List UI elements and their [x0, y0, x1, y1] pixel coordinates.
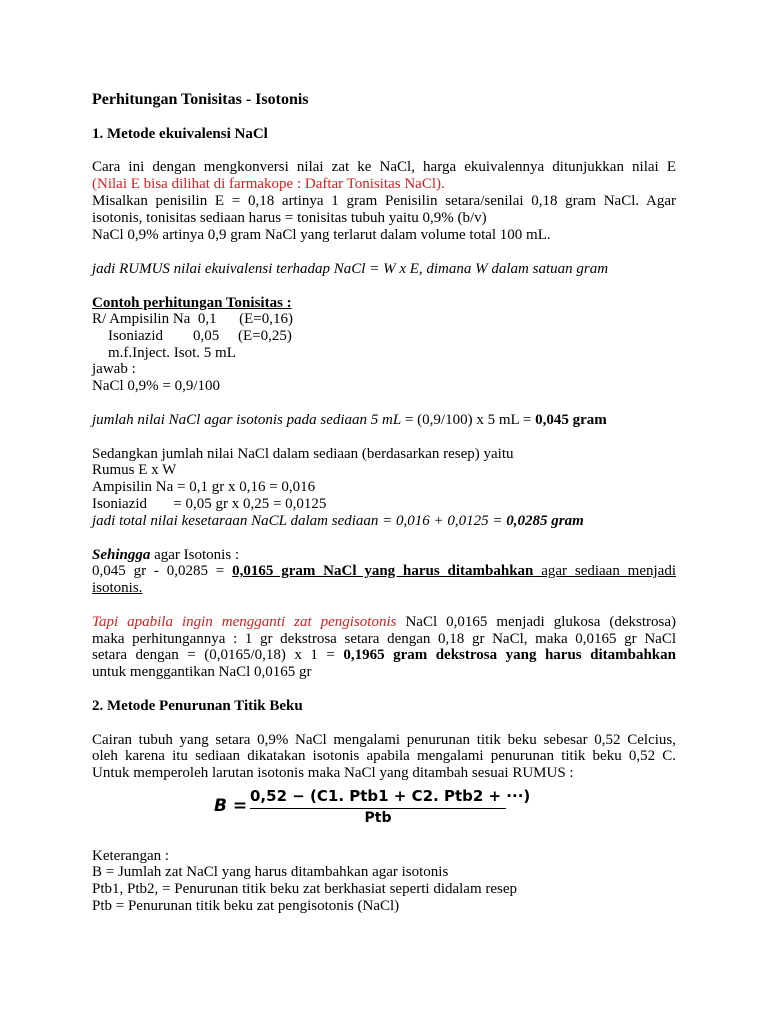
- recipe-line: m.f.Inject. Isot. 5 mL: [108, 345, 236, 361]
- s1-paragraph-line: NaCl 0,9% artinya 0,9 gram NaCl yang terlarut dalam volume total 100 mL.: [92, 227, 551, 243]
- calc-isoniazid: Isoniazid = 0,05 gr x 0,25 = 0,0125: [92, 496, 327, 512]
- tapi-line: [92, 614, 676, 631]
- jawab-label: jawab :: [92, 361, 136, 377]
- s2-paragraph-line: oleh karena itu sediaan dikatakan isotonis apabila mengalami penurunan titik beku 0,52 C.: [92, 748, 676, 764]
- section-1-heading: 1. Metode ekuivalensi NaCl: [92, 126, 268, 142]
- setara-line: [92, 647, 676, 664]
- formula-numerator: 0,52 − (C1. Ptb1 + C2. Ptb2 + ···): [250, 787, 531, 805]
- sehingga-rest: agar Isotonis :: [150, 547, 240, 563]
- calc-ampisilin: Ampisilin Na = 0,1 gr x 0,16 = 0,016: [92, 479, 316, 495]
- total-italic: jadi total nilai kesetaraan NaCL dalam sediaan = 0,016 + 0,0125 =: [92, 513, 507, 529]
- keterangan-item: Ptb = Penurunan titik beku zat pengisotonis (NaCl): [92, 898, 400, 914]
- s1-red-note: (Nilai E bisa dilihat di farmakope : Daftar Tonisitas NaCl).: [92, 176, 445, 192]
- keterangan-label: Keterangan :: [92, 848, 170, 864]
- section-2-heading: 2. Metode Penurunan Titik Beku: [92, 698, 303, 714]
- result-highlight: 0,0165 gram NaCl yang harus ditambahkan: [232, 563, 534, 579]
- keterangan-item: B = Jumlah zat NaCl yang harus ditambahkan agar isotonis: [92, 864, 449, 880]
- setara-result: 0,1965 gram dekstrosa yang harus ditambahkan: [343, 647, 676, 663]
- s1-paragraph-line: Misalkan penisilin E = 0,18 artinya 1 gram Penisilin setara/senilai 0,18 gram NaCl. Agar: [92, 193, 676, 209]
- s1-paragraph-line: isotonis, tonisitas sediaan harus = tonisitas tubuh yaitu 0,9% (b/v): [92, 210, 487, 226]
- doc-title: Perhitungan Tonisitas - Isotonis: [92, 91, 309, 108]
- jumlah-italic: jumlah nilai NaCl agar isotonis pada sediaan 5 mL: [92, 412, 402, 428]
- jumlah-result: 0,045 gram: [535, 412, 607, 428]
- tapi-rest: NaCl 0,0165 menjadi glukosa (dekstrosa): [396, 614, 676, 630]
- s1-paragraph-line: Cara ini dengan mengkonversi nilai zat ke NaCl, harga ekuivalennya ditunjukkan nilai E: [92, 159, 676, 175]
- sehingga-line: [92, 547, 239, 564]
- rumus-line: jadi RUMUS nilai ekuivalensi terhadap NaCl = W x E, dimana W dalam satuan gram: [92, 261, 609, 277]
- formula-denominator: Ptb: [364, 810, 392, 826]
- untuk-line: untuk menggantikan NaCl 0,0165 gr: [92, 664, 312, 680]
- result-calc: 0,045 gr - 0,0285 =: [92, 563, 233, 579]
- tapi-italic: Tapi apabila ingin mengganti zat pengisotonis: [92, 614, 397, 630]
- sehingga-italic: Sehingga: [92, 547, 151, 563]
- rumus-ew: Rumus E x W: [92, 462, 177, 478]
- jumlah-line: [92, 412, 607, 429]
- setara-calc: setara dengan = (0,0165/0,18) x 1 =: [92, 647, 344, 663]
- result-line: [92, 563, 676, 580]
- sedangkan-line: Sedangkan jumlah nilai NaCl dalam sediaan (berdasarkan resep) yaitu: [92, 446, 514, 462]
- formula-fraction-bar: [250, 808, 506, 809]
- maka-line: maka perhitungannya : 1 gr dekstrosa setara dengan 0,18 gr NaCl, maka 0,0165 gr NaCl: [92, 631, 676, 647]
- s2-paragraph-line: Untuk memperoleh larutan isotonis maka NaCl yang ditambah sesuai RUMUS :: [92, 765, 574, 781]
- keterangan-item: Ptb1, Ptb2, = Penurunan titik beku zat berkhasiat seperti didalam resep: [92, 881, 518, 897]
- formula-lhs: B =: [214, 796, 248, 816]
- jumlah-calc: = (0,9/100) x 5 mL =: [401, 412, 536, 428]
- contoh-heading: Contoh perhitungan Tonisitas :: [92, 295, 292, 311]
- recipe-line: Isoniazid 0,05 (E=0,25): [108, 328, 292, 344]
- result-end: isotonis.: [92, 580, 143, 596]
- nacl-concentration: NaCl 0,9% = 0,9/100: [92, 378, 221, 394]
- result-tail: agar sediaan menjadi: [533, 563, 676, 579]
- total-line: [92, 513, 584, 530]
- s2-paragraph-line: Cairan tubuh yang setara 0,9% NaCl mengalami penurunan titik beku sebesar 0,52 Celcius,: [92, 732, 676, 748]
- total-result: 0,0285 gram: [506, 513, 584, 529]
- recipe-line: R/ Ampisilin Na 0,1 (E=0,16): [92, 311, 293, 327]
